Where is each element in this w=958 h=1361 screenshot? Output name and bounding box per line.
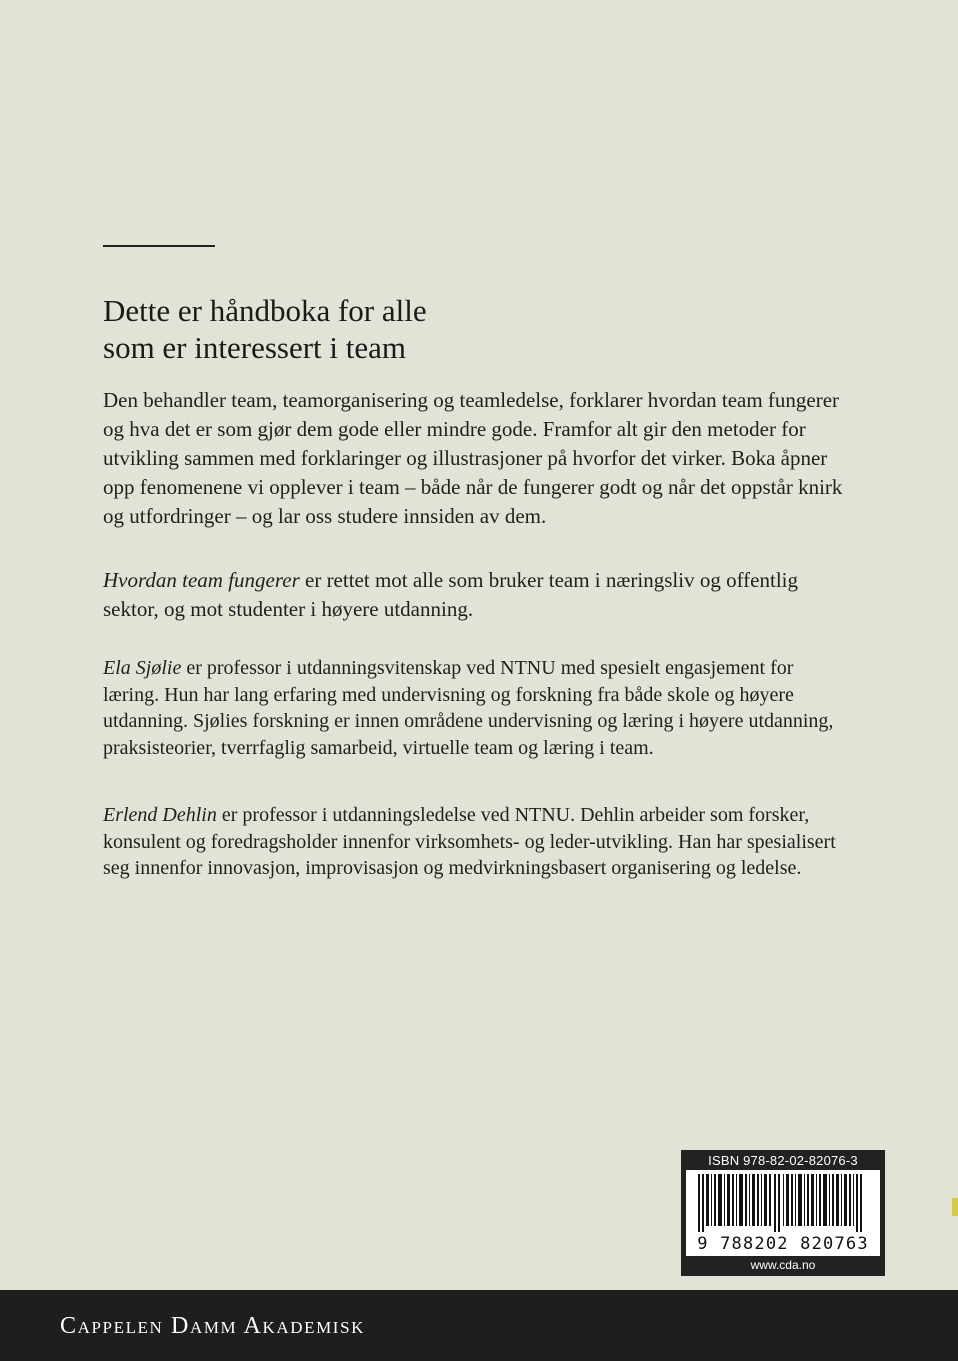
description-paragraph-2-text: er rettet mot alle som bruker team i næringsliv og offentlig sektor, og mot studenter i høyere utdanning. [103, 568, 798, 621]
back-cover-heading [103, 292, 863, 366]
author-name-2: Erlend Dehlin [103, 804, 217, 826]
author-bio-2 [103, 802, 853, 882]
barcode-icon [694, 1174, 872, 1232]
heading-line-2: som er interessert i team [103, 330, 407, 365]
author-bio-1 [103, 655, 853, 761]
publisher-footer [0, 1290, 958, 1361]
author-bio-text-2: er professor i utdanningsledelse ved NTNU. Dehlin arbeider som forsker, konsulent og foredragsholder innenfor virksomhets- og leder-utvikling. Han har spesialisert seg innenfor innovasjon, improvisasjon og medvirkningsbasert organisering og ledelse. [103, 804, 836, 879]
book-title: Hvordan team fungerer [103, 568, 300, 592]
description-paragraph-1: Den behandler team, teamorganisering og teamledelse, forklarer hvordan team fungerer og hva det er som gjør dem gode eller mindre gode. Framfor alt gir den metoder for utvikling sammen med forklaringer og illustrasjoner på hvorfor det virker. Boka åpner opp fenomenene vi opplever i team – både når de fungerer godt og når det oppstår knirk og utfordringer – og lar oss studere innsiden av dem. [103, 388, 843, 528]
publisher-website: www.cda.no [750, 1258, 816, 1272]
heading-line-1: Dette er håndboka for alle [103, 293, 427, 328]
decorative-rule [103, 245, 215, 247]
description-paragraph-2 [103, 566, 843, 624]
isbn-barcode-box [681, 1150, 885, 1276]
isbn-digits: 9 788202 820763 [697, 1234, 869, 1254]
isbn-label: ISBN 978-82-02-82076-3 [708, 1153, 858, 1168]
color-mark [952, 1198, 958, 1216]
barcode-area [686, 1170, 880, 1256]
author-bio-text-1: er professor i utdanningsvitenskap ved NTNU med spesielt engasjement for læring. Hun har lang erfaring med undervisning og forskning fra både skole og høyere utdanning. Sjølies forskning er innen områdene undervisning og læring i høyere utdanning, praksisteorier, tverrfaglig samarbeid, virtuelle team og læring i team. [103, 657, 834, 759]
publisher-name: Cappelen Damm Akademisk [60, 1313, 365, 1339]
author-name-1: Ela Sjølie [103, 657, 182, 679]
